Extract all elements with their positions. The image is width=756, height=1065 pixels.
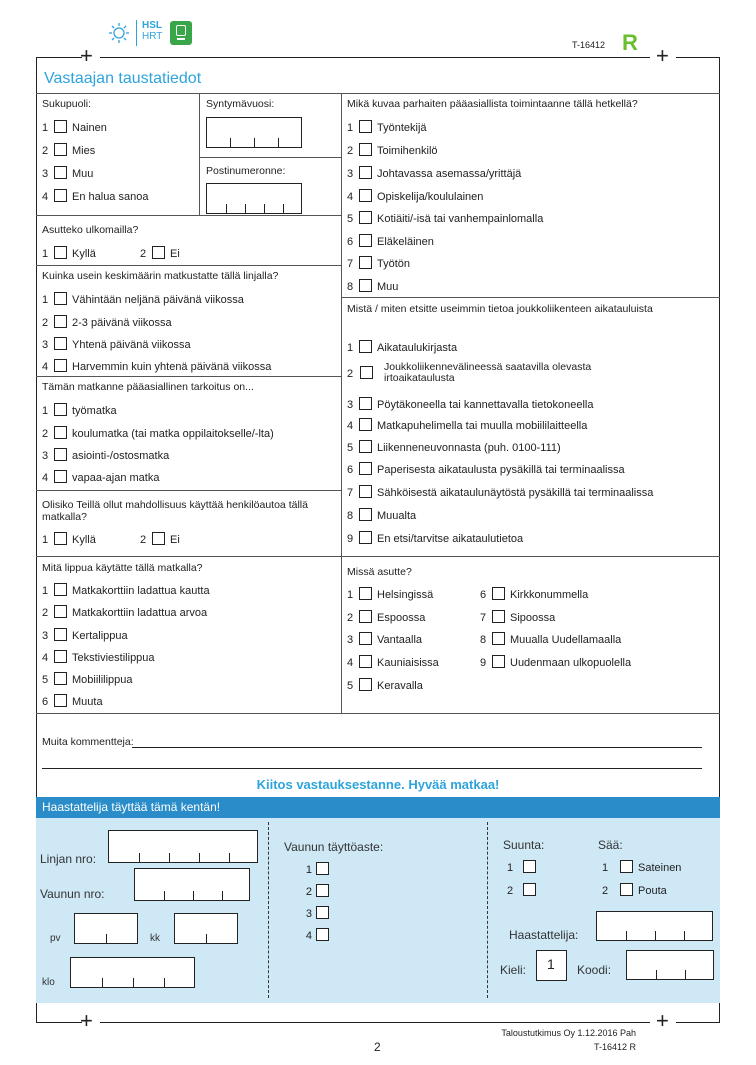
checkbox[interactable] <box>54 650 67 663</box>
direction-label: Suunta: <box>503 838 545 852</box>
checkbox[interactable] <box>54 120 67 133</box>
month-label: kk <box>150 933 160 944</box>
crop-mark: + <box>80 1008 93 1033</box>
info-option-9[interactable]: 9 En etsi/tarvitse aikataulutietoa <box>347 533 524 545</box>
checkbox[interactable] <box>620 860 633 873</box>
line-no-field[interactable] <box>108 830 258 863</box>
gender-label: Sukupuoli: <box>42 98 92 110</box>
occupation-option-8[interactable]: 8 Muu <box>347 281 399 293</box>
footer-company: Taloustutkimus Oy 1.12.2016 Pah <box>501 1028 636 1038</box>
day-label: pv <box>50 933 61 944</box>
abroad-option-1[interactable]: 1 Kyllä <box>42 248 96 260</box>
frequency-option-1[interactable]: 1 Vähintään neljänä päivänä viikossa <box>42 294 244 306</box>
checkbox[interactable] <box>54 532 67 545</box>
checkbox[interactable] <box>359 632 372 645</box>
checkbox[interactable] <box>359 610 372 623</box>
interviewer-banner: Haastattelija täyttää tämä kentän! <box>36 797 720 818</box>
weather-label: Sää: <box>598 838 623 852</box>
crop-mark: + <box>80 43 93 68</box>
checkbox[interactable] <box>492 632 505 645</box>
checkbox[interactable] <box>359 166 372 179</box>
checkbox[interactable] <box>54 292 67 305</box>
footer-code: T-16412 R <box>593 1042 636 1052</box>
checkbox[interactable] <box>54 426 67 439</box>
checkbox[interactable] <box>359 678 372 691</box>
checkbox[interactable] <box>523 860 536 873</box>
checkbox[interactable] <box>54 166 67 179</box>
checkbox[interactable] <box>152 532 165 545</box>
residence-label: Missä asutte? <box>347 566 412 578</box>
direction-option-1[interactable]: 1 <box>507 860 541 874</box>
checkbox[interactable] <box>316 906 329 919</box>
ticket-option-1[interactable]: 1 Matkakorttiin ladattua kautta <box>42 585 210 597</box>
car-no-field[interactable] <box>134 868 250 901</box>
purpose-label: Tämän matkanne pääasiallinen tarkoitus on... <box>42 381 254 393</box>
checkbox[interactable] <box>359 211 372 224</box>
direction-option-2[interactable]: 2 <box>507 883 541 897</box>
comments-line-1[interactable] <box>132 747 702 748</box>
info-option-5[interactable]: 5 Liikenneneuvonnasta (puh. 0100-111) <box>347 442 561 454</box>
form-code: T-16412 <box>572 40 606 50</box>
checkbox[interactable] <box>316 862 329 875</box>
checkbox[interactable] <box>359 418 372 431</box>
logo-text-hsl: HSL <box>142 20 162 31</box>
checkbox[interactable] <box>54 143 67 156</box>
crop-mark: + <box>656 1008 669 1033</box>
crop-mark: + <box>656 43 669 68</box>
checkbox[interactable] <box>492 655 505 668</box>
occupation-option-2[interactable]: 2 Toimihenkilö <box>347 145 438 157</box>
occupation-option-7[interactable]: 7 Työtön <box>347 258 411 270</box>
occupation-option-6[interactable]: 6 Eläkeläinen <box>347 236 434 248</box>
checkbox[interactable] <box>54 605 67 618</box>
checkbox[interactable] <box>359 485 372 498</box>
ticket-option-4[interactable]: 4 Tekstiviestilippua <box>42 652 155 664</box>
purpose-option-4[interactable]: 4 vapaa-ajan matka <box>42 472 160 484</box>
line-no-label: Linjan nro: <box>40 852 97 866</box>
car-option-2[interactable]: 2 Ei <box>140 534 180 546</box>
residence-option-1[interactable]: 1 Helsingissä <box>347 589 434 601</box>
checkbox[interactable] <box>359 234 372 247</box>
info-option-4[interactable]: 4 Matkapuhelimella tai muulla mobiililaitteella <box>347 420 588 432</box>
checkbox[interactable] <box>359 256 372 269</box>
checkbox[interactable] <box>54 672 67 685</box>
frequency-option-4[interactable]: 4 Harvemmin kuin yhtenä päivänä viikossa <box>42 361 272 373</box>
language-field[interactable]: 1 <box>536 950 567 981</box>
info-option-1[interactable]: 1 Aikataulukirjasta <box>347 342 458 354</box>
checkbox[interactable] <box>492 587 505 600</box>
occupation-label: Mikä kuvaa parhaiten pääasiallista toimintaanne tällä hetkellä? <box>347 98 638 110</box>
purpose-option-1[interactable]: 1 työmatka <box>42 405 117 417</box>
weather-option-2[interactable]: 2 Pouta <box>602 885 667 897</box>
info-option-7[interactable]: 7 Sähköisestä aikataulunäytöstä pysäkillä tai terminaalissa <box>347 487 654 499</box>
language-label: Kieli: <box>500 963 527 977</box>
postal-code-field[interactable] <box>206 183 302 214</box>
checkbox[interactable] <box>359 143 372 156</box>
info-option-6[interactable]: 6 Paperisesta aikataulusta pysäkillä tai terminaalissa <box>347 464 625 476</box>
checkbox[interactable] <box>359 440 372 453</box>
checkbox[interactable] <box>359 655 372 668</box>
fill-rate-label: Vaunun täyttöaste: <box>284 840 384 854</box>
checkbox[interactable] <box>360 366 373 379</box>
residence-option-3[interactable]: 3 Vantaalla <box>347 634 423 646</box>
checkbox[interactable] <box>54 246 67 259</box>
checkbox[interactable] <box>316 928 329 941</box>
birth-year-label: Syntymävuosi: <box>206 98 275 110</box>
occupation-option-3[interactable]: 3 Johtavassa asemassa/yrittäjä <box>347 168 522 180</box>
ticket-label: Mitä lippua käytätte tällä matkalla? <box>42 562 203 574</box>
gender-option-1[interactable]: 1 Nainen <box>42 122 107 134</box>
checkbox[interactable] <box>54 448 67 461</box>
info-label: Mistä / miten etsitte useimmin tietoa joukkoliikenteen aikatauluista <box>347 303 653 315</box>
checkbox[interactable] <box>359 508 372 521</box>
route-letter: R <box>622 30 638 55</box>
checkbox[interactable] <box>523 883 536 896</box>
hsl-logo <box>108 18 228 48</box>
frequency-option-2[interactable]: 2 2-3 päivänä viikossa <box>42 317 172 329</box>
residence-option-4[interactable]: 4 Kauniaisissa <box>347 657 439 669</box>
comments-label: Muita kommentteja: <box>42 736 134 748</box>
info-option-8[interactable]: 8 Muualta <box>347 510 417 522</box>
checkbox[interactable] <box>359 587 372 600</box>
checkbox[interactable] <box>359 397 372 410</box>
checkbox[interactable] <box>54 359 67 372</box>
postal-code-label: Postinumeronne: <box>206 165 286 177</box>
residence-option-7[interactable]: 7 Sipoossa <box>480 612 556 624</box>
ticket-option-5[interactable]: 5 Mobiililippua <box>42 674 133 686</box>
frequency-label: Kuinka usein keskimäärin matkustatte tällä linjalla? <box>42 270 279 282</box>
ticket-option-2[interactable]: 2 Matkakorttiin ladattua arvoa <box>42 607 208 619</box>
checkbox[interactable] <box>54 583 67 596</box>
frequency-option-3[interactable]: 3 Yhtenä päivänä viikossa <box>42 339 191 351</box>
fill-option-4[interactable]: 4 <box>300 928 334 942</box>
time-field[interactable] <box>70 957 195 988</box>
occupation-option-4[interactable]: 4 Opiskelija/koululainen <box>347 191 484 203</box>
tram-icon <box>170 21 192 45</box>
gender-option-3[interactable]: 3 Muu <box>42 168 94 180</box>
info-option-2[interactable]: 2 Joukkoliikennevälineessä saatavilla olevasta irtoaikataulusta <box>347 361 592 384</box>
info-option-3[interactable]: 3 Pöytäkoneella tai kannettavalla tietokoneella <box>347 399 594 411</box>
abroad-option-2[interactable]: 2 Ei <box>140 248 180 260</box>
purpose-option-2[interactable]: 2 koulumatka (tai matka oppilaitokselle/-lta) <box>42 428 274 440</box>
checkbox[interactable] <box>54 337 67 350</box>
ticket-option-3[interactable]: 3 Kertalippua <box>42 630 128 642</box>
weather-option-1[interactable]: 1 Sateinen <box>602 862 682 874</box>
residence-option-9[interactable]: 9 Uudenmaan ulkopuolella <box>480 657 632 669</box>
time-label: klo <box>42 977 55 988</box>
checkbox[interactable] <box>492 610 505 623</box>
ticket-option-6[interactable]: 6 Muuta <box>42 696 103 708</box>
code-label: Koodi: <box>577 963 612 977</box>
occupation-option-1[interactable]: 1 Työntekijä <box>347 122 427 134</box>
car-label: Olisiko Teillä ollut mahdollisuus käyttää henkilöautoa tällä matkalla? <box>42 499 308 523</box>
checkbox[interactable] <box>359 279 372 292</box>
checkbox[interactable] <box>620 883 633 896</box>
gender-option-2[interactable]: 2 Mies <box>42 145 96 157</box>
fill-option-1[interactable]: 1 <box>300 862 334 876</box>
thanks-text: Kiitos vastauksestanne. Hyvää matkaa! <box>256 777 500 792</box>
checkbox[interactable] <box>54 694 67 707</box>
birth-year-field[interactable] <box>206 117 302 148</box>
checkbox[interactable] <box>54 628 67 641</box>
checkbox[interactable] <box>54 315 67 328</box>
residence-option-8[interactable]: 8 Muualla Uudellamaalla <box>480 634 622 646</box>
residence-option-6[interactable]: 6 Kirkkonummella <box>480 589 589 601</box>
sun-icon <box>108 22 130 44</box>
checkbox[interactable] <box>54 403 67 416</box>
checkbox[interactable] <box>359 189 372 202</box>
residence-option-2[interactable]: 2 Espoossa <box>347 612 426 624</box>
checkbox[interactable] <box>54 470 67 483</box>
car-option-1[interactable]: 1 Kyllä <box>42 534 96 546</box>
comments-line-2[interactable] <box>42 768 702 769</box>
logo-text-hrt: HRT <box>142 31 163 42</box>
checkbox[interactable] <box>359 531 372 544</box>
residence-option-5[interactable]: 5 Keravalla <box>347 680 423 692</box>
page-number: 2 <box>374 1040 381 1054</box>
interviewer-label: Haastattelija: <box>509 928 579 942</box>
checkbox[interactable] <box>316 884 329 897</box>
gender-option-4[interactable]: 4 En halua sanoa <box>42 191 149 203</box>
checkbox[interactable] <box>359 340 372 353</box>
fill-option-3[interactable]: 3 <box>300 906 334 920</box>
abroad-label: Asutteko ulkomailla? <box>42 224 139 236</box>
checkbox[interactable] <box>152 246 165 259</box>
page-title: Vastaajan taustatiedot <box>44 70 202 87</box>
checkbox[interactable] <box>54 189 67 202</box>
code-field[interactable] <box>626 950 714 980</box>
occupation-option-5[interactable]: 5 Kotiäiti/-isä tai vanhempainlomalla <box>347 213 544 225</box>
checkbox[interactable] <box>359 120 372 133</box>
day-field[interactable] <box>74 913 138 944</box>
month-field[interactable] <box>174 913 238 944</box>
purpose-option-3[interactable]: 3 asiointi-/ostosmatka <box>42 450 170 462</box>
fill-option-2[interactable]: 2 <box>300 884 334 898</box>
car-no-label: Vaunun nro: <box>40 887 105 901</box>
checkbox[interactable] <box>359 462 372 475</box>
interviewer-field[interactable] <box>596 911 713 941</box>
